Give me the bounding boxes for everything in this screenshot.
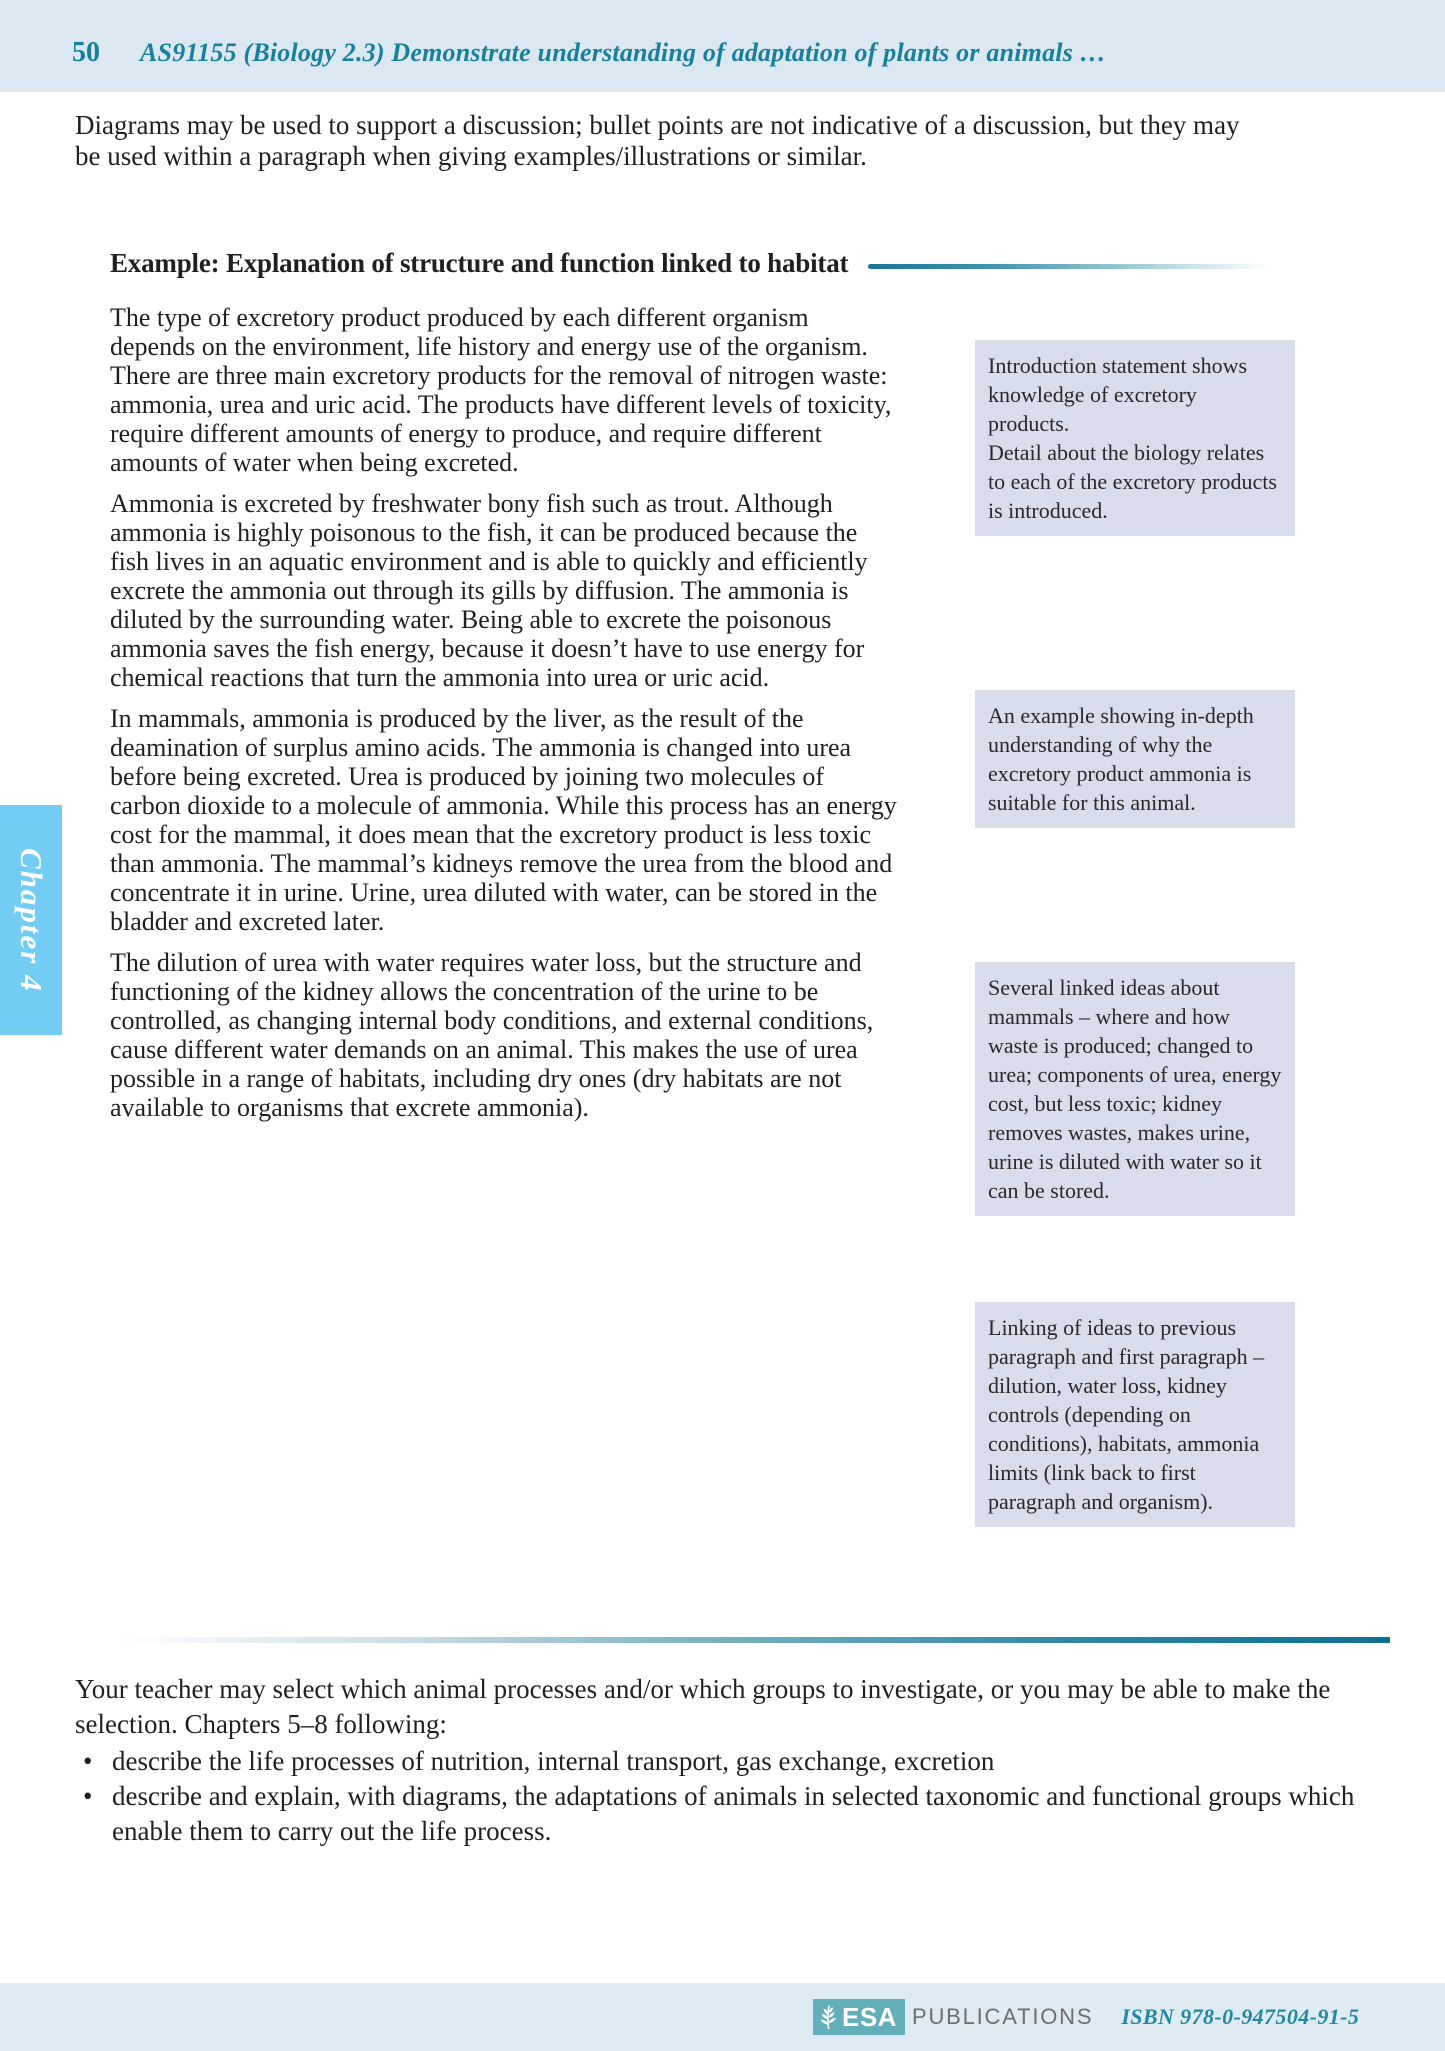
closing-section (75, 1672, 1365, 1849)
closing-paragraph: Your teacher may select which animal processes and/or which groups to investigate, or you may be able to make the selection. Chapters 5–8 following: (75, 1674, 1331, 1739)
esa-tree-icon (819, 2004, 837, 2030)
section-divider-rule (118, 1637, 1390, 1643)
annotation-text: Detail about the biology relates to each of the excretory products is introduced. (988, 440, 1277, 523)
page-footer (0, 1983, 1445, 2051)
intro-paragraph: Diagrams may be used to support a discussion; bullet points are not indicative of a discussion, but they may be used within a paragraph when giving examples/illustrations or similar. (75, 110, 1240, 171)
example-paragraph-2: Ammonia is excreted by freshwater bony fish such as trout. Although ammonia is highly poisonous to the fish, it can be produced because the fish lives in an aquatic environment and is able to quickly and efficiently excrete the ammonia out through its gills by diffusion. The ammonia is diluted by the surrounding water. Being able to excrete the poisonous ammonia saves the fish energy, because it doesn’t have to use energy for chemical reactions that turn the ammonia into urea or uric acid. (110, 489, 868, 692)
isbn-text: ISBN 978-0-947504-91-5 (1121, 2004, 1360, 2029)
annotation-text: Linking of ideas to previous paragraph and first paragraph – dilution, water loss, kidney controls (depending on conditions), habitats, ammonia limits (link back to first paragraph and organism). (988, 1315, 1265, 1514)
annotation-text: Several linked ideas about mammals – where and how waste is produced; changed to urea; components of urea, energy cost, but less toxic; kidney removes wastes, makes urine, urine is diluted with water so it can be stored. (988, 975, 1282, 1203)
annotation-text: Introduction statement shows knowledge of excretory products. (988, 353, 1248, 436)
chapter-tab (0, 805, 62, 1035)
page-number: 50 (72, 37, 100, 68)
esa-logo (813, 1999, 905, 2035)
bullet-icon: • (83, 1746, 93, 1776)
example-heading-row (110, 248, 1270, 279)
annotation-box-introduction (975, 340, 1295, 536)
bullet-text: describe the life processes of nutrition, internal transport, gas exchange, excretion (112, 1746, 995, 1776)
bullet-text: describe and explain, with diagrams, the adaptations of animals in selected taxonomic and functional groups which enable them to carry out the life process. (112, 1781, 1355, 1846)
annotation-box-example (975, 690, 1295, 828)
chapter-tab-label: Chapter 4 (14, 847, 49, 993)
bullet-item (75, 1779, 1365, 1849)
example-paragraph-1: The type of excretory product produced by each different organism depends on the environment, life history and energy use of the organism. There are three main excretory products for the removal of nitrogen waste: ammonia, urea and uric acid. The products have different levels of toxicity, require different amounts of energy to produce, and require different amounts of water when being excreted. (110, 303, 892, 477)
example-paragraph-4: The dilution of urea with water requires water loss, but the structure and functioning of the kidney allows the concentration of the urine to be controlled, as changing internal body conditions, and external conditions, cause different water demands on an animal. This makes the use of urea possible in a range of habitats, including dry ones (dry habitats are not available to organisms that excrete ammonia). (110, 948, 874, 1122)
annotation-box-mammals (975, 962, 1295, 1216)
annotation-box-linking (975, 1302, 1295, 1527)
heading-gradient-rule (868, 264, 1270, 269)
page-title: AS91155 (Biology 2.3) Demonstrate understanding of adaptation of plants or animals … (140, 38, 1106, 67)
annotation-text: An example showing in-depth understanding of why the excretory product ammonia is suitable for this animal. (988, 703, 1254, 815)
publications-text: PUBLICATIONS (911, 2004, 1094, 2029)
bullet-item (75, 1744, 1365, 1779)
bullet-icon: • (83, 1781, 93, 1811)
example-heading: Example: Explanation of structure and function linked to habitat (110, 248, 849, 278)
example-paragraph-3: In mammals, ammonia is produced by the liver, as the result of the deamination of surplus amino acids. The ammonia is changed into urea before being excreted. Urea is produced by joining two molecules of carbon dioxide to a molecule of ammonia. While this process has an energy cost for the mammal, it does mean that the excretory product is less toxic than ammonia. The mammal’s kidneys remove the urea from the blood and concentrate it in urine. Urine, urea diluted with water, can be stored in the bladder and excreted later. (110, 704, 897, 936)
esa-logo-text: ESA (842, 2001, 897, 2032)
page-header (0, 0, 1445, 92)
example-text-column (110, 303, 900, 1134)
